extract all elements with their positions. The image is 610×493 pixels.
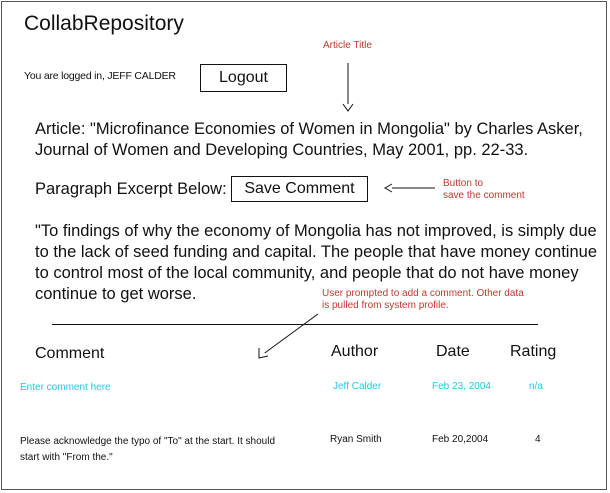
entry-date: Feb 23, 2004 [432,381,491,392]
annotation-article-title: Article Title [323,40,372,51]
column-header-comment: Comment [35,345,105,362]
annotation-save-button: Button to save the comment [443,178,525,201]
comment-input[interactable] [20,379,200,395]
comment-rating: 4 [535,434,541,445]
login-status: You are logged in, JEFF CALDER [24,70,176,82]
comment-text: Please acknowledge the typo of "To" at the start. It should start with "From the." [20,436,276,463]
entry-author: Jeff Calder [333,381,382,392]
comment-author: Ryan Smith [330,434,382,445]
arrow-to-comment-entry [259,314,318,358]
section-divider [52,324,538,325]
column-header-date: Date [436,343,470,360]
column-header-rating: Rating [510,343,557,360]
arrow-to-title [343,63,353,111]
column-header-author: Author [331,343,379,360]
logout-button[interactable]: Logout [200,64,287,92]
excerpt-label: Paragraph Excerpt Below: [35,180,227,198]
app-title: CollabRepository [24,12,184,35]
entry-rating: n/a [529,381,543,392]
save-comment-button[interactable]: Save Comment [231,176,368,202]
article-citation: Article: "Microfinance Economies of Women in Mongolia" by Charles Asker, Journal of Women and Developing Countries, May 2001, pp. 22-33. [35,120,583,159]
annotation-comment-prompt: User prompted to add a comment. Other data is pulled from system profile. [322,288,524,311]
arrow-to-save-button [385,184,435,192]
paragraph-excerpt: "To findings of why the economy of Mongolia has not improved, is simply due to the lack of seed funding and capital. The people that have money continue to control most of the local community, and people that do not have money continue to get worse. [35,222,598,303]
comment-date: Feb 20,2004 [432,434,489,445]
